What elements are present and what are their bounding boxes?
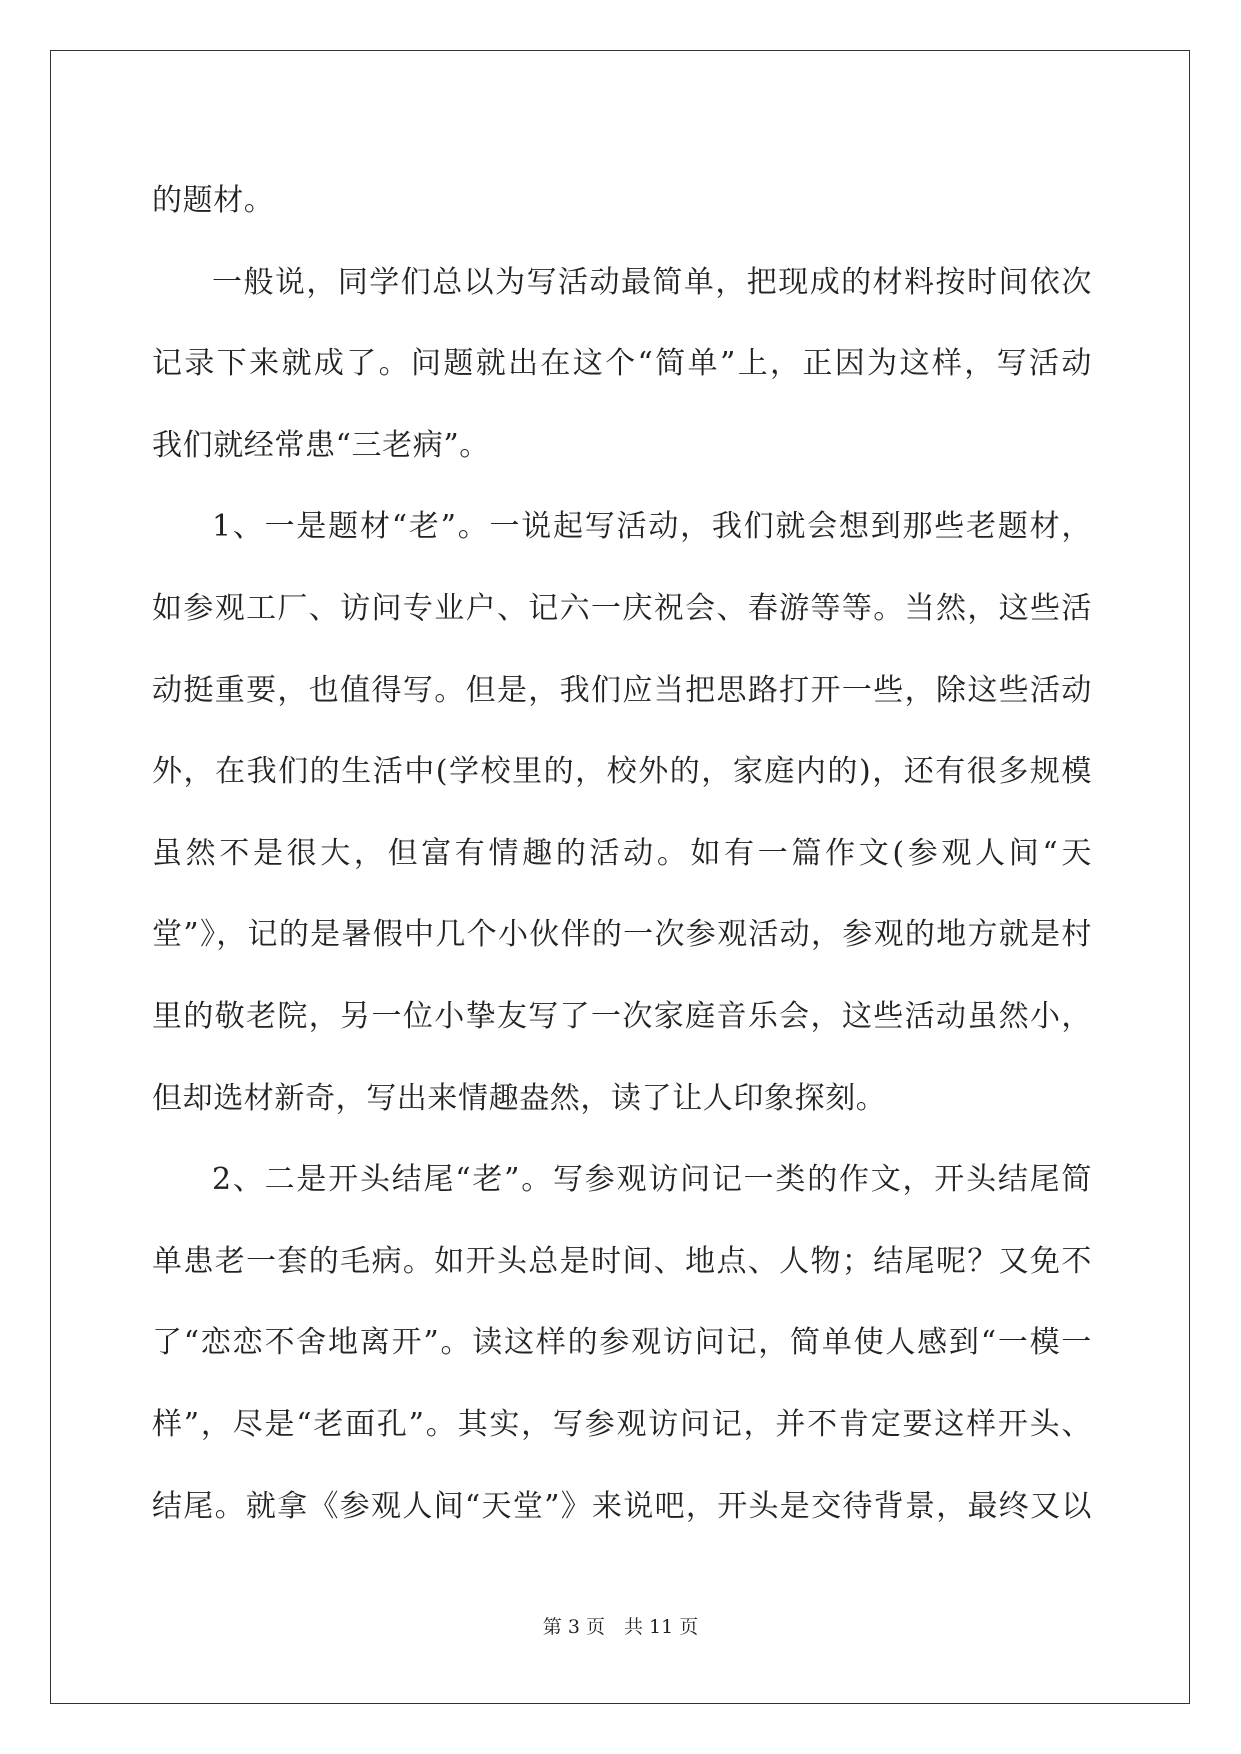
text-line: 2、二是开头结尾“老”。写参观访问记一类的作文，开头结尾简	[212, 1162, 1092, 1198]
text-line: 但却选材新奇，写出来情趣盎然，读了让人印象探刻。	[152, 1080, 887, 1116]
text-line: 动挺重要，也值得写。但是，我们应当把思路打开一些，除这些活动	[152, 672, 1092, 708]
text-line: 记录下来就成了。问题就出在这个“简单”上，正因为这样，写活动	[152, 346, 1092, 382]
page-number: 第 3 页 共 11 页	[542, 1616, 699, 1638]
text-line: 我们就经常患“三老病”。	[152, 427, 490, 463]
text-line: 里的敬老院，另一位小挚友写了一次家庭音乐会，这些活动虽然小，	[152, 998, 1092, 1034]
text-line: 样”，尽是“老面孔”。其实，写参观访问记，并不肯定要这样开头、	[152, 1406, 1092, 1442]
text-line: 单患老一套的毛病。如开头总是时间、地点、人物；结尾呢？又免不	[152, 1243, 1092, 1279]
text-line: 虽然不是很大，但富有情趣的活动。如有一篇作文(参观人间“天	[152, 835, 1092, 871]
text-line: 如参观工厂、访问专业户、记六一庆祝会、春游等等。当然，这些活	[152, 590, 1092, 626]
text-line: 了“恋恋不舍地离开”。读这样的参观访问记，简单使人感到“一模一	[152, 1325, 1092, 1361]
document-body	[152, 160, 1092, 1547]
text-line: 外，在我们的生活中(学校里的，校外的，家庭内的)，还有很多规模	[152, 754, 1092, 790]
text-line: 堂”》，记的是暑假中几个小伙伴的一次参观活动，参观的地方就是村	[152, 917, 1092, 953]
text-line: 的题材。	[152, 183, 275, 218]
text-line: 结尾。就拿《参观人间“天堂”》来说吧，开头是交待背景，最终又以	[152, 1488, 1092, 1524]
text-line: 一般说，同学们总以为写活动最简单，把现成的材料按时间依次	[212, 264, 1092, 300]
text-line: 1、一是题材“老”。一说起写活动，我们就会想到那些老题材，	[212, 509, 1092, 545]
